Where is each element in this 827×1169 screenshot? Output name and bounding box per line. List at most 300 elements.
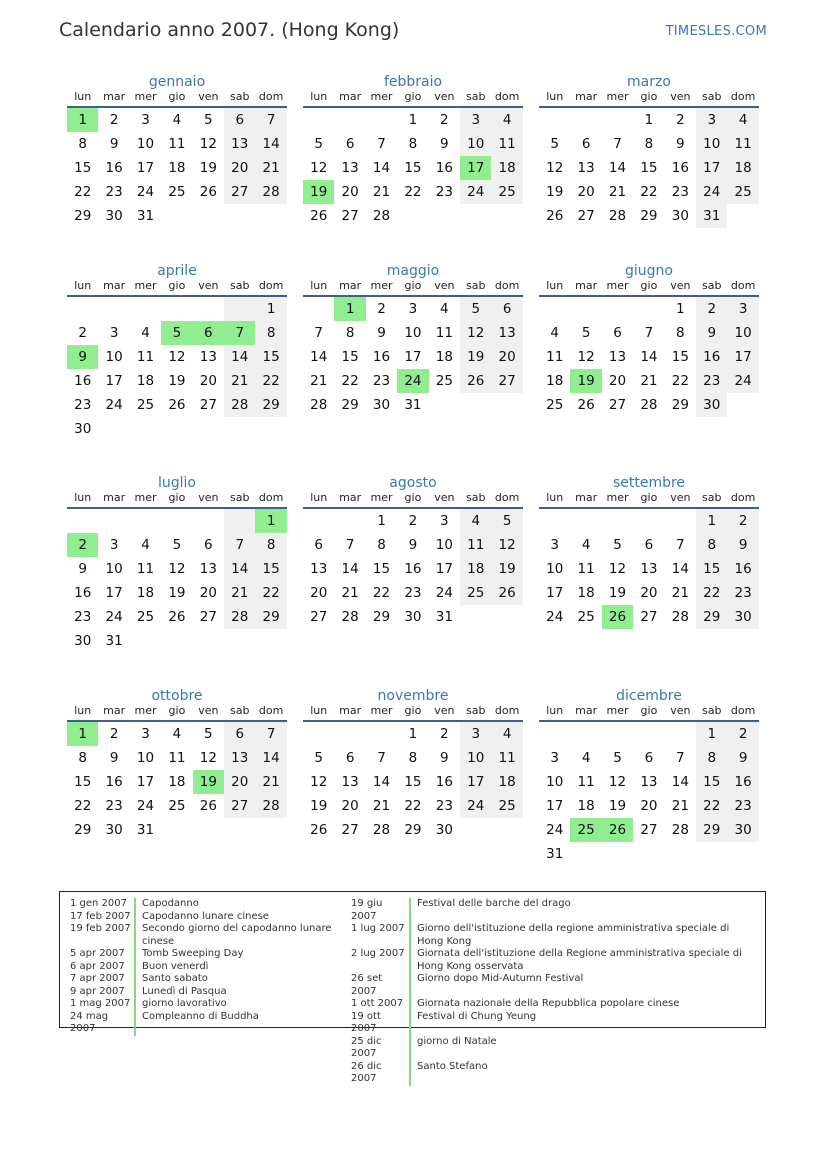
holiday-day-cell: 17: [460, 156, 491, 180]
day-cell: 19: [608, 798, 627, 814]
month-dicembre: [539, 686, 759, 862]
day-cell: 7: [613, 136, 622, 152]
day-cell: 2: [440, 726, 449, 742]
day-cell: 24: [727, 369, 758, 393]
day-cell: 21: [341, 585, 359, 601]
day-cell: 12: [546, 160, 564, 176]
empty-cell: [539, 722, 570, 746]
weekday-header: [303, 88, 523, 106]
day-cell: 17: [727, 345, 758, 369]
day-cell: 12: [577, 349, 595, 365]
day-cell: 27: [341, 822, 359, 838]
weekday-label: gio: [168, 279, 186, 292]
day-cell: 23: [435, 184, 453, 200]
day-cell: 8: [408, 136, 418, 152]
legend-marker: [409, 923, 411, 948]
legend-holiday-name: giorno lavorativo: [142, 998, 227, 1009]
weekday-label: sab: [230, 90, 250, 103]
legend-marker: [409, 1011, 411, 1036]
day-cell: 16: [404, 561, 422, 577]
legend-row: [351, 1011, 756, 1036]
weekday-label: lun: [546, 90, 564, 103]
weekday-label: lun: [546, 704, 564, 717]
day-cell: 21: [310, 373, 328, 389]
day-cell: 1: [408, 112, 418, 128]
day-cell: 12: [608, 774, 627, 790]
empty-cell: [303, 509, 334, 533]
day-cell: 22: [671, 373, 689, 389]
day-cell: 13: [199, 349, 217, 365]
day-cell: 15: [74, 160, 92, 176]
weekday-label: lun: [310, 279, 328, 292]
day-cell: 26: [199, 184, 217, 200]
day-cell: 30: [671, 208, 689, 224]
legend-row: [70, 923, 355, 948]
legend-marker: [409, 973, 411, 998]
day-cell: 16: [372, 349, 391, 365]
day-cell: 2: [408, 513, 418, 529]
day-cell: 14: [671, 774, 689, 790]
empty-cell: [633, 722, 664, 746]
day-cell: 22: [404, 798, 422, 814]
day-cell: 1: [377, 513, 386, 529]
legend-date: 1 gen 2007: [70, 898, 128, 909]
legend-marker: [409, 1036, 411, 1061]
day-cell: 23: [696, 369, 727, 393]
day-cell: 31: [696, 204, 727, 228]
empty-cell: [334, 509, 365, 533]
weekday-label: mar: [339, 491, 362, 504]
day-cell: 23: [404, 585, 422, 601]
legend-marker: [134, 998, 136, 1011]
day-cell: 7: [345, 537, 355, 553]
day-cell: 27: [577, 208, 595, 224]
day-cell: 8: [255, 533, 286, 557]
legend-holiday-name: Giorno dopo Mid-Autumn Festival: [417, 973, 584, 984]
month-name: settembre: [612, 475, 686, 491]
day-cell: 5: [172, 537, 182, 553]
month-name: dicembre: [616, 688, 682, 704]
weekday-header: [67, 702, 287, 720]
day-cell: 8: [377, 537, 386, 553]
weekday-label: mer: [606, 279, 629, 292]
day-cell: 19: [546, 184, 564, 200]
day-cell: 24: [136, 184, 155, 200]
legend-holiday-name: Tomb Sweeping Day: [142, 948, 244, 959]
day-cell: 5: [613, 750, 622, 766]
weekday-label: mar: [103, 491, 126, 504]
day-cell: 24: [546, 822, 564, 838]
holiday-day-cell: 7: [224, 321, 255, 345]
day-cell: 13: [491, 321, 522, 345]
day-cell: 28: [255, 180, 286, 204]
empty-cell: [665, 509, 696, 533]
site-link[interactable]: TIMESLES.COM: [665, 24, 767, 39]
day-cell: 12: [168, 349, 186, 365]
holiday-day-cell: 5: [161, 321, 192, 345]
legend-date: 19 giu 2007: [351, 898, 383, 922]
day-cell: 12: [460, 321, 491, 345]
legend-row: [70, 998, 355, 1011]
day-cell: 28: [224, 393, 255, 417]
day-cell: 6: [314, 537, 323, 553]
day-cell: 2: [676, 112, 685, 128]
day-cell: 11: [577, 561, 595, 577]
month-febbraio: [303, 72, 523, 224]
holiday-day-cell: 2: [67, 533, 98, 557]
month-marzo: [539, 72, 759, 224]
legend-holiday-name: Santo sabato: [142, 973, 208, 984]
weekday-label: mar: [103, 704, 126, 717]
day-cell: 12: [199, 136, 217, 152]
day-cell: 15: [404, 160, 422, 176]
day-cell: 23: [74, 397, 92, 413]
day-cell: 8: [78, 750, 87, 766]
day-cell: 8: [408, 750, 418, 766]
day-cell: 8: [696, 746, 727, 770]
day-cell: 20: [310, 585, 328, 601]
day-cell: 11: [136, 349, 155, 365]
day-cell: 8: [644, 136, 654, 152]
weekday-header: [303, 702, 523, 720]
day-cell: 30: [105, 822, 123, 838]
weekday-label: mer: [606, 90, 629, 103]
empty-cell: [539, 297, 570, 321]
day-cell: 31: [136, 822, 155, 838]
legend-row: [351, 1036, 756, 1061]
day-cell: 25: [546, 397, 564, 413]
empty-cell: [67, 297, 98, 321]
day-cell: 7: [676, 537, 685, 553]
month-name: agosto: [389, 475, 437, 491]
weekday-label: gio: [404, 279, 422, 292]
day-cell: 12: [168, 561, 186, 577]
empty-cell: [665, 722, 696, 746]
day-cell: 3: [141, 112, 150, 128]
legend-holiday-name: Secondo giorno del capodanno lunare cinese: [142, 923, 332, 947]
holiday-day-cell: 19: [303, 180, 334, 204]
day-cell: 12: [491, 533, 522, 557]
day-cell: 17: [696, 156, 727, 180]
day-cell: 23: [372, 373, 391, 389]
weekday-label: ven: [434, 491, 455, 504]
day-cell: 25: [491, 794, 522, 818]
weekday-label: mer: [606, 704, 629, 717]
day-cell: 9: [440, 750, 449, 766]
day-cell: 24: [696, 180, 727, 204]
weekday-label: dom: [730, 704, 756, 717]
legend-row: [351, 998, 756, 1011]
month-name: aprile: [157, 263, 197, 279]
day-cell: 3: [109, 325, 119, 341]
weekday-label: mar: [575, 279, 598, 292]
legend-date: 7 apr 2007: [70, 973, 125, 984]
day-cell: 11: [491, 746, 522, 770]
day-cell: 13: [577, 160, 595, 176]
day-cell: 20: [224, 156, 255, 180]
day-cell: 4: [491, 722, 522, 746]
day-cell: 5: [314, 750, 323, 766]
weekday-label: gio: [640, 279, 658, 292]
day-grid: [539, 722, 759, 866]
day-cell: 24: [460, 794, 491, 818]
day-cell: 20: [199, 373, 217, 389]
day-cell: 15: [696, 557, 727, 581]
day-cell: 4: [581, 750, 591, 766]
day-cell: 20: [341, 184, 359, 200]
legend-marker: [134, 948, 136, 961]
weekday-label: mar: [339, 279, 362, 292]
day-cell: 4: [550, 325, 559, 341]
day-cell: 25: [136, 609, 155, 625]
day-cell: 6: [613, 325, 622, 341]
day-cell: 26: [577, 397, 595, 413]
day-cell: 5: [204, 726, 213, 742]
weekday-label: ven: [670, 704, 691, 717]
day-cell: 6: [581, 136, 591, 152]
day-cell: 16: [671, 160, 689, 176]
day-cell: 7: [255, 722, 286, 746]
legend-marker: [134, 898, 136, 911]
day-cell: 7: [377, 750, 386, 766]
empty-cell: [334, 108, 365, 132]
legend-date: 17 feb 2007: [70, 910, 131, 922]
month-agosto: [303, 473, 523, 625]
day-cell: 14: [310, 349, 328, 365]
day-cell: 4: [172, 726, 182, 742]
legend-holiday-name: Festival delle barche del drago: [417, 898, 571, 909]
legend-column-right: [351, 898, 756, 1086]
legend-row: [70, 986, 355, 999]
day-cell: 10: [136, 750, 155, 766]
day-cell: 28: [224, 605, 255, 629]
month-name: maggio: [386, 263, 440, 279]
empty-cell: [303, 297, 334, 321]
day-cell: 29: [74, 822, 92, 838]
day-cell: 18: [136, 585, 155, 601]
day-cell: 6: [224, 108, 255, 132]
day-cell: 30: [404, 609, 422, 625]
holiday-day-cell: 6: [193, 321, 224, 345]
day-cell: 5: [613, 537, 622, 553]
day-cell: 17: [546, 585, 564, 601]
legend-holiday-name: Lunedì di Pasqua: [142, 985, 227, 997]
day-cell: 30: [727, 605, 758, 629]
day-cell: 14: [372, 160, 391, 176]
day-cell: 28: [671, 609, 689, 625]
month-name: marzo: [627, 74, 671, 90]
weekday-label: sab: [702, 704, 722, 717]
day-cell: 5: [581, 325, 591, 341]
weekday-label: lun: [310, 704, 328, 717]
day-cell: 11: [460, 533, 491, 557]
weekday-label: dom: [494, 491, 520, 504]
day-cell: 21: [372, 798, 391, 814]
legend-date: 19 feb 2007: [70, 923, 131, 934]
day-cell: 1: [408, 726, 418, 742]
weekday-label: ven: [434, 90, 455, 103]
legend-date: 1 ott 2007: [351, 998, 404, 1009]
page-title: Calendario anno 2007. (Hong Kong): [59, 19, 400, 41]
weekday-label: dom: [258, 704, 284, 717]
day-cell: 14: [255, 132, 286, 156]
day-cell: 21: [671, 798, 689, 814]
weekday-label: sab: [230, 704, 250, 717]
weekday-label: gio: [640, 491, 658, 504]
day-cell: 22: [74, 798, 92, 814]
day-cell: 21: [255, 156, 286, 180]
day-cell: 24: [105, 609, 123, 625]
day-cell: 2: [109, 112, 119, 128]
weekday-label: mer: [134, 491, 157, 504]
day-cell: 8: [255, 321, 286, 345]
day-cell: 6: [491, 297, 522, 321]
legend-date: 25 dic 2007: [351, 1035, 382, 1059]
day-cell: 15: [372, 561, 391, 577]
day-grid: [67, 297, 287, 441]
day-cell: 21: [255, 770, 286, 794]
legend-marker: [134, 973, 136, 986]
day-cell: 25: [727, 180, 758, 204]
day-cell: 29: [372, 609, 391, 625]
empty-cell: [193, 509, 224, 533]
holiday-day-cell: 1: [255, 509, 286, 533]
day-cell: 27: [491, 369, 522, 393]
day-cell: 31: [435, 609, 453, 625]
day-cell: 2: [78, 325, 87, 341]
day-cell: 30: [105, 208, 123, 224]
day-cell: 20: [640, 798, 658, 814]
legend-row: [351, 948, 756, 973]
day-cell: 31: [546, 846, 564, 862]
holiday-day-cell: 1: [67, 108, 98, 132]
day-cell: 4: [440, 301, 449, 317]
weekday-label: mer: [370, 90, 393, 103]
weekday-label: dom: [730, 491, 756, 504]
day-cell: 7: [644, 325, 654, 341]
day-cell: 30: [435, 822, 453, 838]
day-cell: 9: [377, 325, 386, 341]
weekday-label: sab: [702, 90, 722, 103]
weekday-label: sab: [466, 704, 486, 717]
weekday-label: ven: [434, 704, 455, 717]
empty-cell: [334, 722, 365, 746]
day-cell: 18: [168, 160, 186, 176]
day-cell: 29: [74, 208, 92, 224]
day-grid: [303, 722, 523, 842]
day-cell: 4: [727, 108, 758, 132]
day-cell: 30: [696, 393, 727, 417]
legend-holiday-name: Giorno dell'istituzione della regione amministrativa speciale di Hong Kong: [417, 923, 730, 947]
day-cell: 18: [577, 798, 595, 814]
weekday-header: [303, 277, 523, 295]
day-cell: 10: [435, 537, 453, 553]
day-cell: 16: [435, 774, 453, 790]
day-cell: 3: [141, 726, 150, 742]
weekday-label: gio: [168, 90, 186, 103]
day-cell: 27: [199, 397, 217, 413]
day-cell: 3: [727, 297, 758, 321]
day-cell: 6: [644, 537, 654, 553]
weekday-label: sab: [230, 491, 250, 504]
day-grid: [539, 108, 759, 228]
empty-cell: [130, 509, 161, 533]
day-grid: [67, 108, 287, 228]
empty-cell: [539, 509, 570, 533]
day-cell: 10: [727, 321, 758, 345]
weekday-label: gio: [168, 704, 186, 717]
weekday-label: dom: [494, 704, 520, 717]
day-cell: 9: [109, 750, 119, 766]
legend-holiday-name: Capodanno lunare cinese: [142, 910, 269, 922]
day-cell: 13: [640, 561, 658, 577]
day-cell: 16: [105, 774, 123, 790]
empty-cell: [570, 509, 601, 533]
day-cell: 10: [460, 746, 491, 770]
day-cell: 17: [460, 770, 491, 794]
day-cell: 13: [224, 746, 255, 770]
legend-marker: [409, 898, 411, 923]
weekday-label: lun: [310, 90, 328, 103]
day-cell: 25: [168, 184, 186, 200]
month-name: giugno: [625, 263, 673, 279]
day-cell: 6: [345, 136, 355, 152]
day-cell: 27: [224, 794, 255, 818]
day-cell: 11: [727, 132, 758, 156]
day-cell: 17: [136, 160, 155, 176]
day-cell: 25: [491, 180, 522, 204]
weekday-label: gio: [404, 491, 422, 504]
day-cell: 2: [377, 301, 386, 317]
day-grid: [539, 297, 759, 417]
day-cell: 5: [550, 136, 559, 152]
day-cell: 2: [696, 297, 727, 321]
legend-date: 6 apr 2007: [70, 960, 125, 972]
day-cell: 15: [640, 160, 658, 176]
day-cell: 23: [671, 184, 689, 200]
day-cell: 9: [109, 136, 119, 152]
weekday-label: lun: [310, 491, 328, 504]
empty-cell: [303, 108, 334, 132]
empty-cell: [67, 509, 98, 533]
day-cell: 30: [74, 633, 92, 649]
day-cell: 25: [460, 581, 491, 605]
weekday-header: [303, 489, 523, 507]
day-grid: [303, 297, 523, 417]
legend-marker: [409, 998, 411, 1011]
holiday-day-cell: 19: [193, 770, 224, 794]
weekday-label: sab: [230, 279, 250, 292]
day-cell: 4: [491, 108, 522, 132]
day-cell: 25: [136, 397, 155, 413]
day-cell: 11: [435, 325, 453, 341]
day-cell: 18: [491, 156, 522, 180]
day-cell: 5: [204, 112, 213, 128]
day-cell: 23: [105, 184, 123, 200]
day-cell: 9: [727, 533, 758, 557]
day-cell: 3: [696, 108, 727, 132]
day-cell: 24: [546, 609, 564, 625]
day-cell: 7: [377, 136, 386, 152]
day-cell: 3: [109, 537, 119, 553]
day-cell: 26: [460, 369, 491, 393]
day-cell: 22: [255, 581, 286, 605]
weekday-label: sab: [466, 90, 486, 103]
day-cell: 8: [696, 533, 727, 557]
day-cell: 26: [310, 822, 328, 838]
holiday-day-cell: 26: [602, 605, 633, 629]
weekday-label: mer: [370, 491, 393, 504]
